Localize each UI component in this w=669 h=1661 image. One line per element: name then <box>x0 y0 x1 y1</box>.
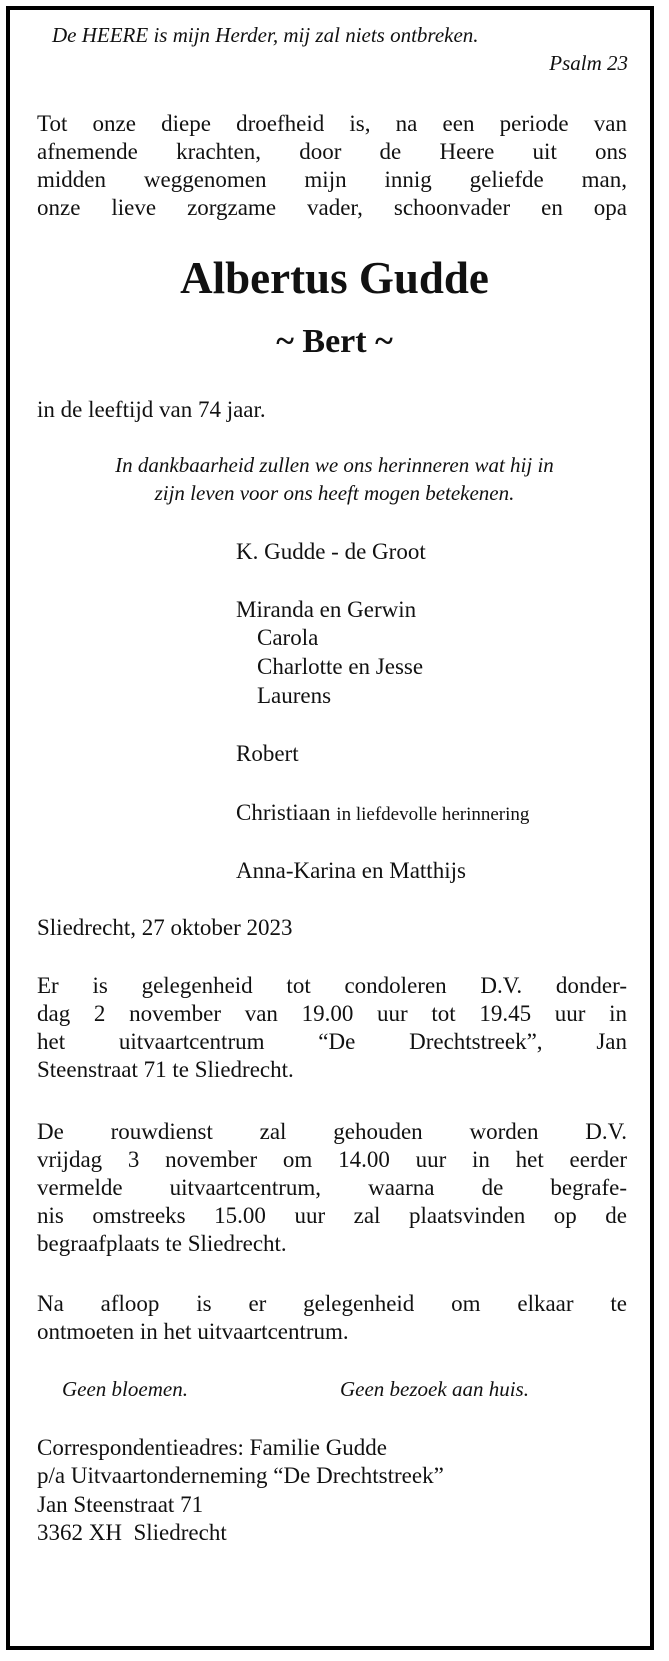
grandchild-name: Laurens <box>257 683 332 708</box>
intro-line: Tot onze diepe droefheid is, na een periode van <box>37 111 627 136</box>
psalm-quote: De HEERE is mijn Herder, mij zal niets ontbreken. <box>52 23 479 47</box>
deceased-nickname: ~ Bert ~ <box>276 323 393 360</box>
remembrance-line: In dankbaarheid zullen we ons herinneren wat hij in <box>115 453 554 477</box>
condolence-line: dag 2 november van 19.00 uur tot 19.45 uur in <box>37 1001 627 1026</box>
service-line: vrijdag 3 november om 14.00 uur in het eerder <box>37 1147 627 1172</box>
intro-paragraph <box>37 110 627 222</box>
service-line: begraafplaats te Sliedrecht. <box>37 1231 287 1256</box>
family-grandchild <box>236 624 318 652</box>
family-child: Christiaan <box>236 800 331 825</box>
deceased-name: Albertus Gudde <box>180 253 489 303</box>
no-visits-note: Geen bezoek aan huis. <box>340 1377 529 1401</box>
meeting-line: ontmoeten in het uitvaartcentrum. <box>37 1319 349 1344</box>
condolence-paragraph <box>37 972 627 1084</box>
family-child-memoriam <box>236 799 529 829</box>
remembrance-line: zijn leven voor ons heeft mogen betekenen. <box>154 481 515 505</box>
intro-line: afnemende krachten, door de Heere uit ons <box>37 139 627 164</box>
correspondence-line: p/a Uitvaartonderneming “De Drechtstreek” <box>37 1463 444 1488</box>
correspondence-line: Jan Steenstraat 71 <box>37 1492 204 1517</box>
grandchild-name: Carola <box>257 625 319 650</box>
service-line: De rouwdienst zal gehouden worden D.V. <box>37 1119 627 1144</box>
family-grandchild <box>236 682 331 710</box>
correspondence-line: 3362 XH Sliedrecht <box>37 1520 227 1545</box>
place-date: Sliedrecht, 27 oktober 2023 <box>37 915 293 940</box>
family-child: Anna-Karina en Matthijs <box>236 858 466 883</box>
family-child: Robert <box>236 741 299 766</box>
intro-line: midden weggenomen mijn innig geliefde man, <box>37 167 627 192</box>
family-spouse: K. Gudde - de Groot <box>236 539 426 564</box>
no-flowers-note: Geen bloemen. <box>62 1377 188 1401</box>
age-text: in de leeftijd van 74 jaar. <box>37 397 266 422</box>
memoriam-note: in liefdevolle herinnering <box>336 804 530 825</box>
meeting-line: Na afloop is er gelegenheid om elkaar te <box>37 1291 627 1316</box>
meeting-paragraph <box>37 1290 627 1346</box>
family-grandchild <box>236 653 423 681</box>
intro-line: onze lieve zorgzame vader, schoonvader en opa <box>37 195 627 220</box>
condolence-line: Steenstraat 71 te Sliedrecht. <box>37 1057 294 1082</box>
psalm-reference: Psalm 23 <box>549 51 628 75</box>
condolence-line: het uitvaartcentrum “De Drechtstreek”, Jan <box>37 1029 627 1054</box>
correspondence-line: Correspondentieadres: Familie Gudde <box>37 1435 388 1460</box>
condolence-line: Er is gelegenheid tot condoleren D.V. donder- <box>37 973 627 998</box>
service-line: vermelde uitvaartcentrum, waarna de begrafe- <box>37 1175 627 1200</box>
service-paragraph <box>37 1118 627 1258</box>
grandchild-name: Charlotte en Jesse <box>257 654 424 679</box>
service-line: nis omstreeks 15.00 uur zal plaatsvinden op de <box>37 1203 627 1228</box>
family-child: Miranda en Gerwin <box>236 597 417 622</box>
